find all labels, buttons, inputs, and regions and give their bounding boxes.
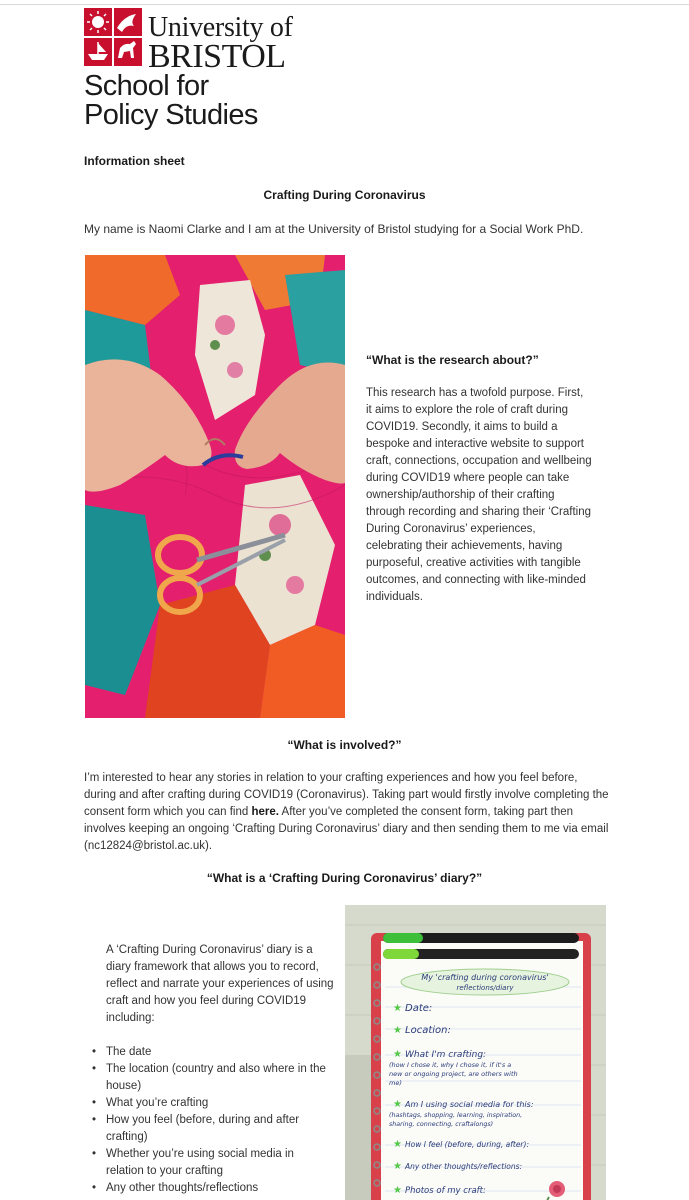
list-item: • What you’re crafting	[92, 1095, 332, 1112]
svg-text:★: ★	[393, 1025, 402, 1036]
notebook-location-label: Location:	[405, 1025, 451, 1036]
diary-paragraph: A ‘Crafting During Coronavirus’ diary is a diary framework that allows you to record, reflect and narrate your experiences of using craft and how you feel during COVID19 including:	[106, 944, 334, 1024]
diary-notebook-photo	[345, 905, 606, 1200]
list-item: • Whether you’re using social media in relation to your crafting	[92, 1146, 332, 1180]
svg-text:★: ★	[393, 1099, 402, 1110]
notebook-feel-label: How I feel (before, during, after):	[405, 1140, 529, 1149]
quilt-sewing-photo	[85, 255, 345, 718]
university-name-line2: BRISTOL	[148, 38, 286, 75]
university-logo[interactable]	[84, 8, 294, 75]
svg-text:★: ★	[393, 1139, 402, 1150]
notebook-photos-label: Photos of my craft:	[405, 1186, 486, 1196]
notebook-what-note2: new or ongoing project, are others with	[389, 1070, 518, 1078]
diary-contents-list	[92, 1044, 332, 1197]
notebook-what-note3: me)	[389, 1079, 402, 1087]
research-paragraph: This research has a twofold purpose. First, it aims to explore the role of craft during COVID19. Secondly, it aims to build a bespoke and interactive website to support craft, connections, occupation and wellbeing during COVID19 where people can take ownership/authorship of their crafting through recording and sharing their ‘Crafting During Coronavirus’ experiences, celebrating their achievements, having purposeful, creative activities with tangible outcomes, and connecting with like-minded individuals.	[366, 387, 592, 603]
intro-paragraph: My name is Naomi Clarke and I am at the University of Bristol studying for a Social Work PhD.	[84, 222, 584, 236]
notebook-title-line2: reflections/diary	[456, 984, 514, 992]
notebook-other-label: Any other thoughts/reflections:	[405, 1162, 523, 1171]
school-name-line2: Policy Studies	[84, 99, 258, 131]
list-item: • Any other thoughts/reflections	[92, 1180, 332, 1197]
crest-icon	[84, 8, 142, 66]
involved-heading: “What is involved?”	[287, 738, 402, 752]
page-title: Crafting During Coronavirus	[263, 188, 426, 202]
notebook-what-note1: (how I chose it, why I chose it, if it's a	[389, 1061, 512, 1069]
involved-paragraph	[84, 770, 609, 855]
svg-text:★: ★	[393, 1049, 402, 1060]
research-heading: “What is the research about?”	[366, 353, 539, 367]
notebook-social-label: Am I using social media for this:	[405, 1100, 534, 1109]
school-name	[84, 72, 384, 130]
list-item: • How you feel (before, during and after crafting)	[92, 1112, 332, 1146]
university-name-line1: University of	[148, 12, 293, 43]
notebook-title-line1: My 'crafting during coronavirus'	[421, 973, 549, 982]
notebook-what-label: What I'm crafting:	[405, 1050, 487, 1060]
notebook-social-note2: sharing, connecting, craftalongs)	[389, 1121, 494, 1128]
list-item: • The date	[92, 1044, 332, 1061]
notebook-date-label: Date:	[405, 1003, 433, 1014]
svg-text:★: ★	[393, 1185, 402, 1196]
involved-text-part1: I’m interested to hear any stories in relation to your crafting experiences and how you feel before, during and after crafting during COVID19 (Coronavirus). Taking part would firstly involve completing the consent form which you can find	[84, 772, 609, 818]
consent-form-link[interactable]: here.	[251, 806, 279, 818]
svg-text:★: ★	[393, 1161, 402, 1172]
diary-heading: “What is a ‘Crafting During Coronavirus’ diary?”	[206, 871, 483, 885]
svg-text:★: ★	[393, 1003, 402, 1014]
school-name-line1: School for	[84, 70, 209, 102]
top-divider	[0, 4, 689, 5]
notebook-social-note1: (hashtags, shopping, learning, inspiration,	[389, 1112, 523, 1119]
list-item: • The location (country and also where in the house)	[92, 1061, 332, 1095]
involved-text-part2: After you’ve completed the consent form, taking part then involves keeping an ongoing ‘Crafting During Coronavirus’ diary and then sending them to me via email (nc12824@bristol.ac.uk).	[84, 806, 609, 852]
info-sheet-label: Information sheet	[84, 154, 185, 168]
